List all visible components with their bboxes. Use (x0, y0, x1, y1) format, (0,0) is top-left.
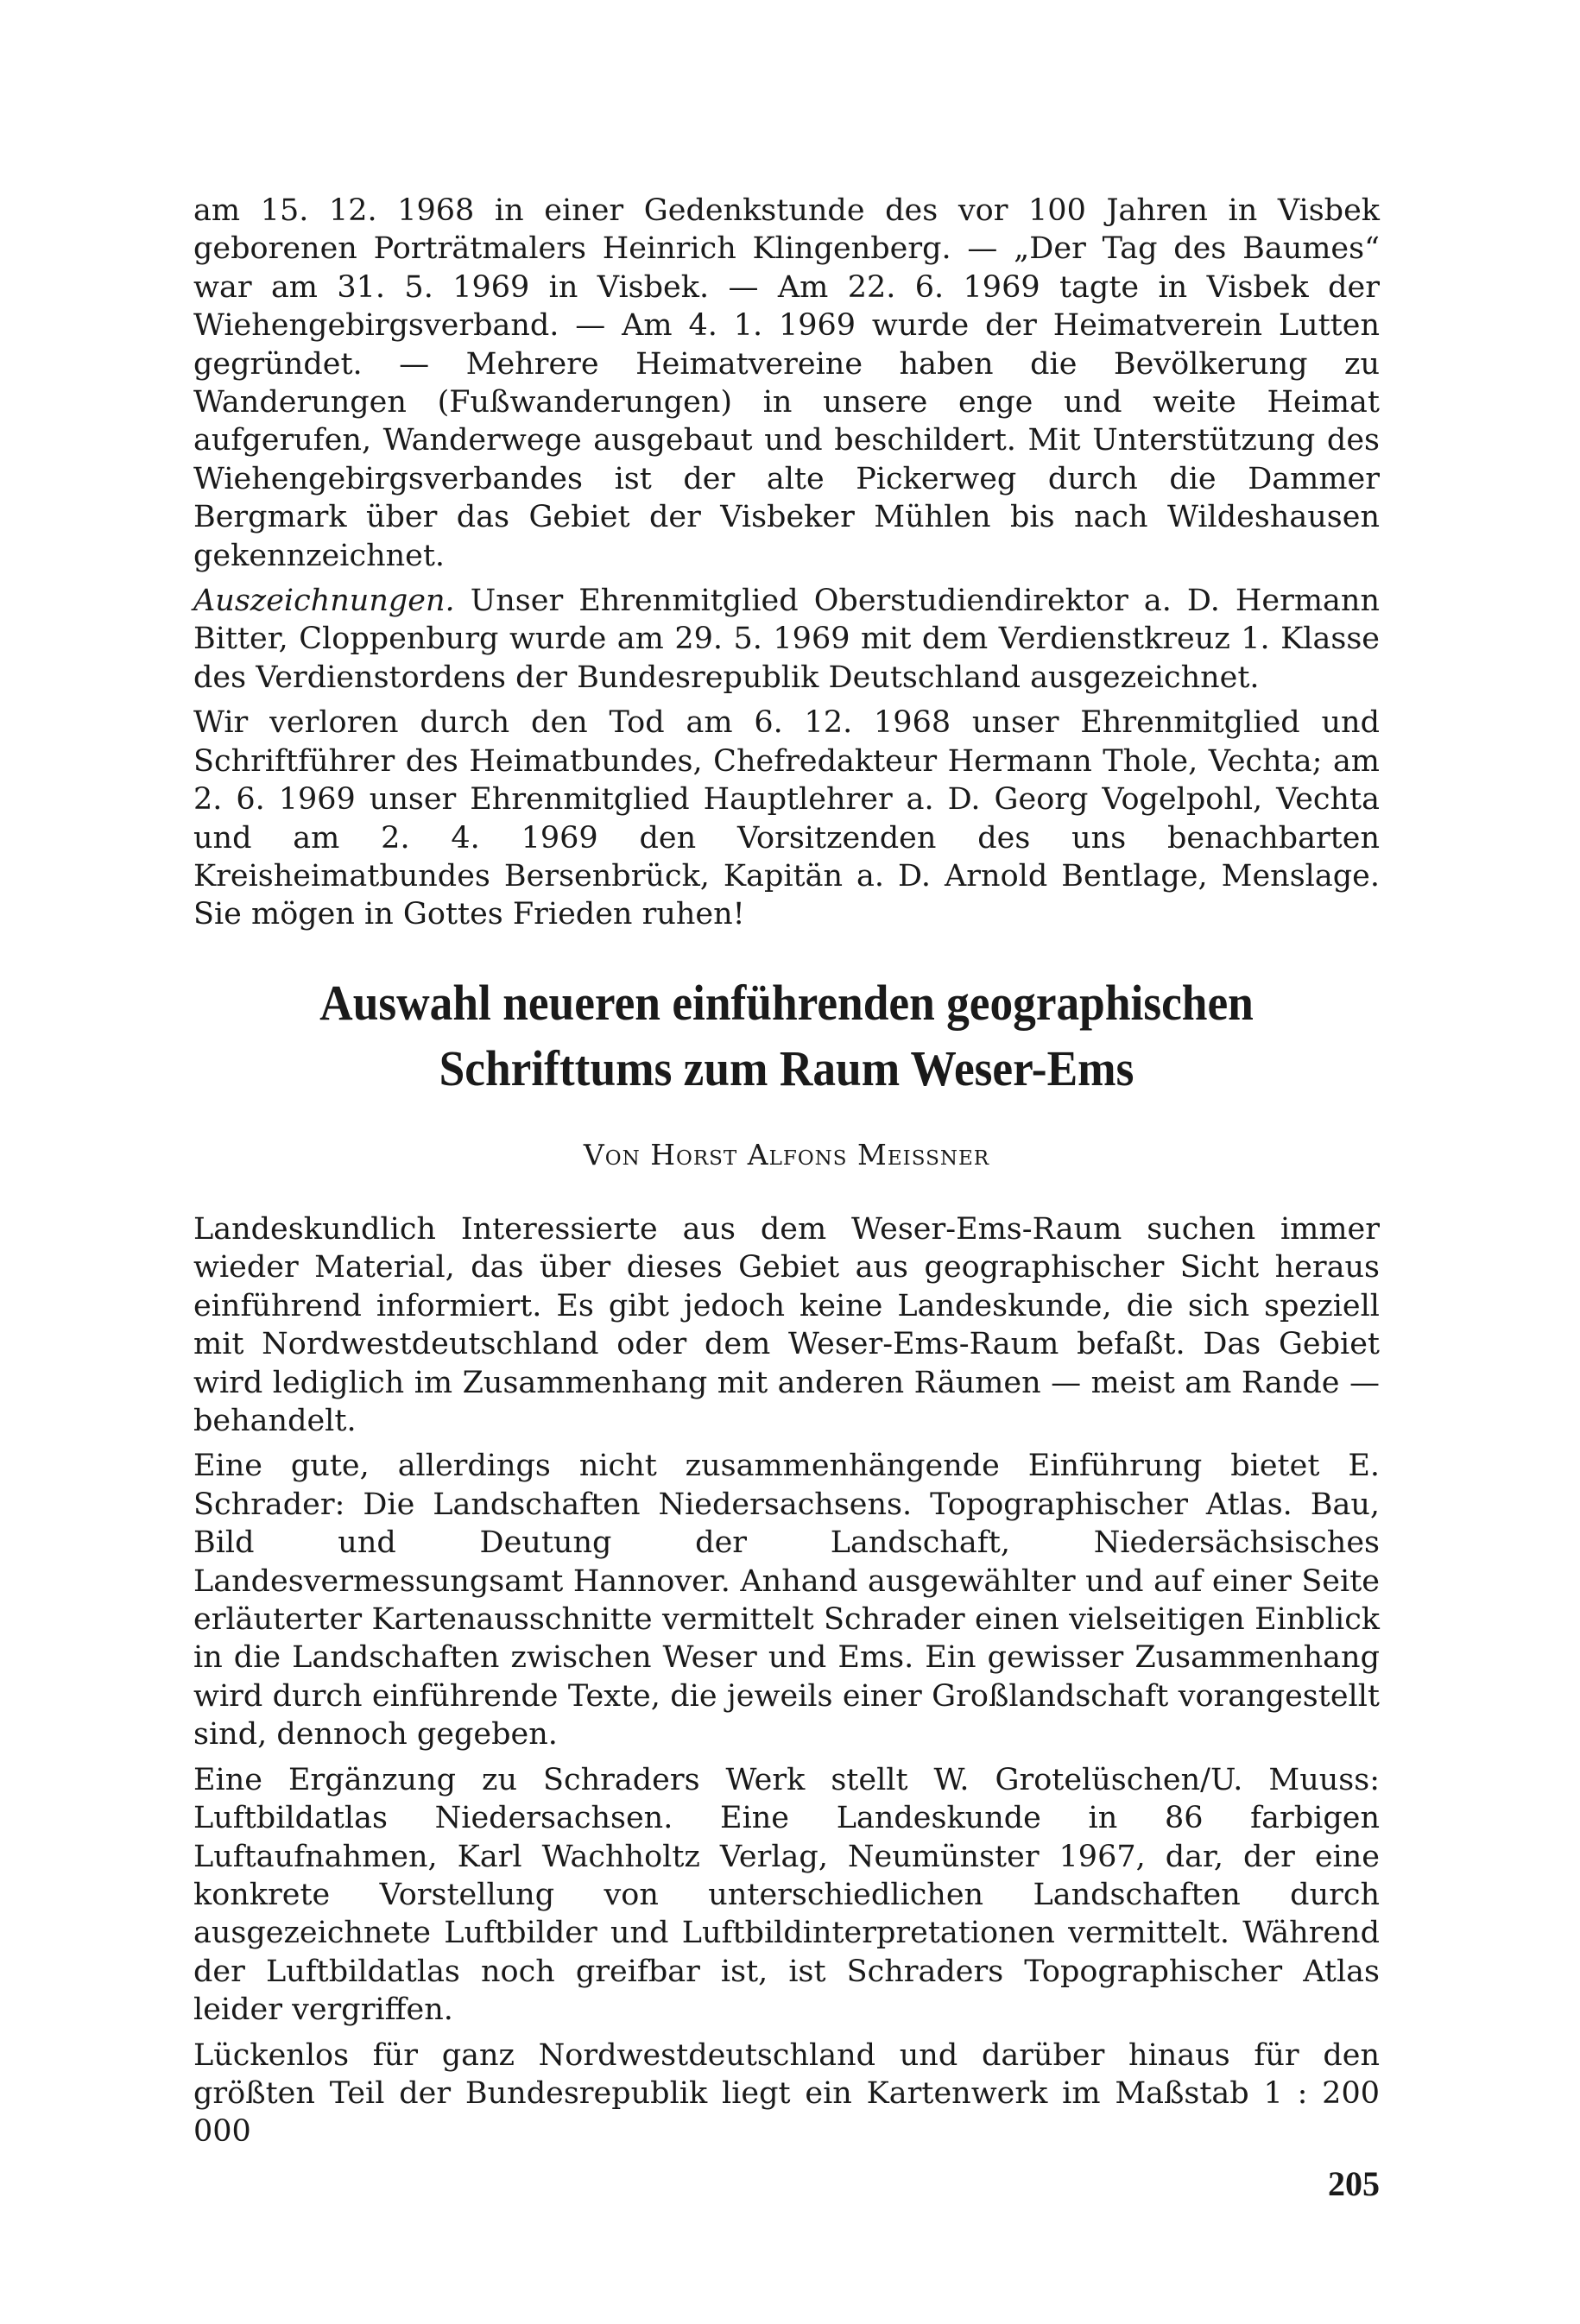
previous-article-continuation (193, 192, 1380, 941)
article-title-line-1: Auswahl neueren einführenden geographischen (319, 975, 1254, 1031)
awards-paragraph (193, 582, 1380, 697)
obituary-paragraph: Wir verloren durch den Tod am 6. 12. 1968 unser Ehrenmitglied und Schriftführer des Heimatbundes, Chefredakteur Hermann Thole, Vechta; am 2. 6. 1969 unser Ehrenmitglied Hauptlehrer a. D. Georg Vogelpohl, Vechta und am 2. 4. 1969 den Vorsitzenden des uns benachbarten Kreisheimatbundes Bersenbrück, Kapitän a. D. Arnold Bentlage, Menslage. Sie mögen in Gottes Frieden ruhen! (193, 705, 1380, 932)
article-title-line-2: Schrifttums zum Raum Weser-Ems (439, 1040, 1134, 1096)
awards-label: Auszeichnungen. (193, 584, 455, 619)
article-author: Von Horst Alfons Meissner (583, 1138, 990, 1171)
body-paragraph-4: Lückenlos für ganz Nordwestdeutschland und darüber hinaus für den größten Teil der Bundesrepublik liegt ein Kartenwerk im Maßstab 1 : 200 000 (193, 2037, 1380, 2150)
awards-text: Unser Ehrenmitglied Oberstudiendirektor a. D. Hermann Bitter, Cloppenburg wurde am 29. 5. 1969 mit dem Verdienstkreuz 1. Klasse des Verdienstordens der Bundesrepublik Deutschland ausgezeichnet. (193, 584, 1380, 695)
page-number: 205 (1328, 2164, 1380, 2203)
events-paragraph: am 15. 12. 1968 in einer Gedenkstunde des vor 100 Jahren in Visbek geborenen Porträtmalers Heinrich Klingenberg. — „Der Tag des Baumes“ war am 31. 5. 1969 in Visbek. — Am 22. 6. 1969 tagte in Visbek der Wiehengebirgsverband. — Am 4. 1. 1969 wurde der Heimatverein Lutten gegründet. — Mehrere Heimatvereine haben die Bevölkerung zu Wanderungen (Fußwanderungen) in unsere enge und weite Heimat aufgerufen, Wanderwege ausgebaut und beschildert. Mit Unterstützung des Wiehengebirgsverbandes ist der alte Pickerweg durch die Dammer Bergmark über das Gebiet der Visbeker Mühlen bis nach Wildeshausen gekennzeichnet. (193, 193, 1380, 573)
body-paragraph-1: Landeskundlich Interessierte aus dem Weser-Ems-Raum suchen immer wieder Material, das über dieses Gebiet aus geographischer Sicht heraus einführend informiert. Es gibt jedoch keine Landeskunde, die sich speziell mit Nordwestdeutschland oder dem Weser-Ems-Raum befaßt. Das Gebiet wird lediglich im Zusammenhang mit anderen Räumen — meist am Rande — behandelt. (193, 1212, 1380, 1439)
body-paragraph-3: Eine Ergänzung zu Schraders Werk stellt W. Grotelüschen/U. Muuss: Luftbildatlas Niedersachsen. Eine Landeskunde in 86 farbigen Luftaufnahmen, Karl Wachholtz Verlag, Neumünster 1967, dar, der eine konkrete Vorstellung von unterschiedlichen Landschaften durch ausgezeichnete Luftbilder und Luftbildinterpretationen vermittelt. Während der Luftbildatlas noch greifbar ist, ist Schraders Topographischer Atlas leider vergriffen. (193, 1762, 1380, 2028)
article-body (193, 1210, 1380, 2158)
body-paragraph-2: Eine gute, allerdings nicht zusammenhängende Einführung bietet E. Schrader: Die Landschaften Niedersachsens. Topographischer Atlas. Bau, Bild und Deutung der Landschaft, Niedersächsisches Landesvermessungsamt Hannover. Anhand ausgewählter und auf einer Seite erläuterter Kartenausschnitte vermittelt Schrader einen vielseitigen Einblick in die Landschaften zwischen Weser und Ems. Ein gewisser Zusammenhang wird durch einführende Texte, die jeweils einer Großlandschaft vorangestellt sind, dennoch gegeben. (193, 1449, 1380, 1752)
article-title (241, 970, 1332, 1102)
